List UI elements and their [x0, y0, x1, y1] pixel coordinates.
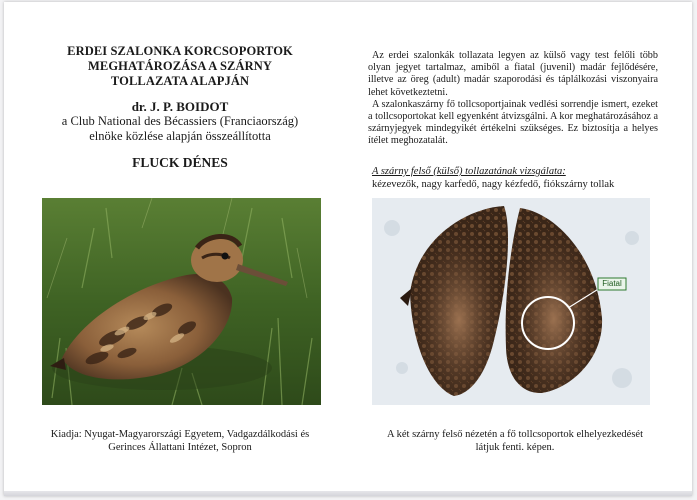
wing-section-body: kézevezők, nagy karfedő, nagy kézfedő, fiókszárny tollak	[372, 178, 615, 190]
wings-illustration	[372, 198, 650, 405]
left-column	[30, 44, 330, 171]
wings-caption	[368, 428, 662, 454]
affiliation-line: a Club National des Bécassiers (Franciaország)	[61, 114, 299, 128]
document-title	[30, 44, 330, 89]
title-line: MEGHATÁROZÁSA A SZÁRNY	[88, 59, 272, 73]
caption-line: látjuk fenti. képen.	[475, 442, 555, 453]
publisher-info	[34, 428, 326, 454]
page-sheet	[4, 2, 692, 496]
caption-line: A két szárny felső nézetén a fő tollcsoportok elhelyezkedését	[387, 429, 643, 440]
publisher-line: Kiadja: Nyugat-Magyarországi Egyetem, Vadgazdálkodási és	[50, 429, 310, 440]
woodcock-illustration	[42, 198, 321, 405]
author-affiliation	[30, 114, 330, 144]
compiler-name: FLUCK DÉNES	[132, 155, 228, 170]
wings-photo	[372, 198, 650, 405]
intro-paragraph: Az erdei szalonkák tollazata legyen az külső vagy test felőli több olyan jegyet tartalmaz, amiből a fiatal (juvenil) madár fejlődésére, illetve az öreg (adult) madár szaporodási és táplálkozási viszonyaira lehet következtetni.	[368, 50, 658, 98]
title-line: ERDEI SZALONKA KORCSOPORTOK	[67, 44, 293, 58]
author-name: dr. J. P. BOIDOT	[131, 99, 229, 114]
wing-section	[372, 166, 662, 191]
right-column	[368, 50, 658, 148]
juvenile-label: Fiatal	[602, 279, 622, 288]
wing-section-heading: A szárny felső (külső) tollazatának vizsgálata:	[372, 166, 566, 177]
publisher-line: Gerinces Állattani Intézet, Sopron	[108, 442, 252, 453]
moult-paragraph: A szalonkaszárny fő tollcsoportjainak vedlési sorrendje ismert, ezeket a tollcsoportokat kell egyenként átvizsgálni. A kor meghatározásához a szárnyjegyek mindegyikét értékelni szükséges. Ez biztosítja a helyes ítélet meghozatalát.	[368, 98, 658, 147]
affiliation-line: elnöke közlése alapján összeállította	[89, 129, 271, 143]
title-line: TOLLAZATA ALAPJÁN	[110, 74, 250, 88]
woodcock-photo	[42, 198, 321, 405]
